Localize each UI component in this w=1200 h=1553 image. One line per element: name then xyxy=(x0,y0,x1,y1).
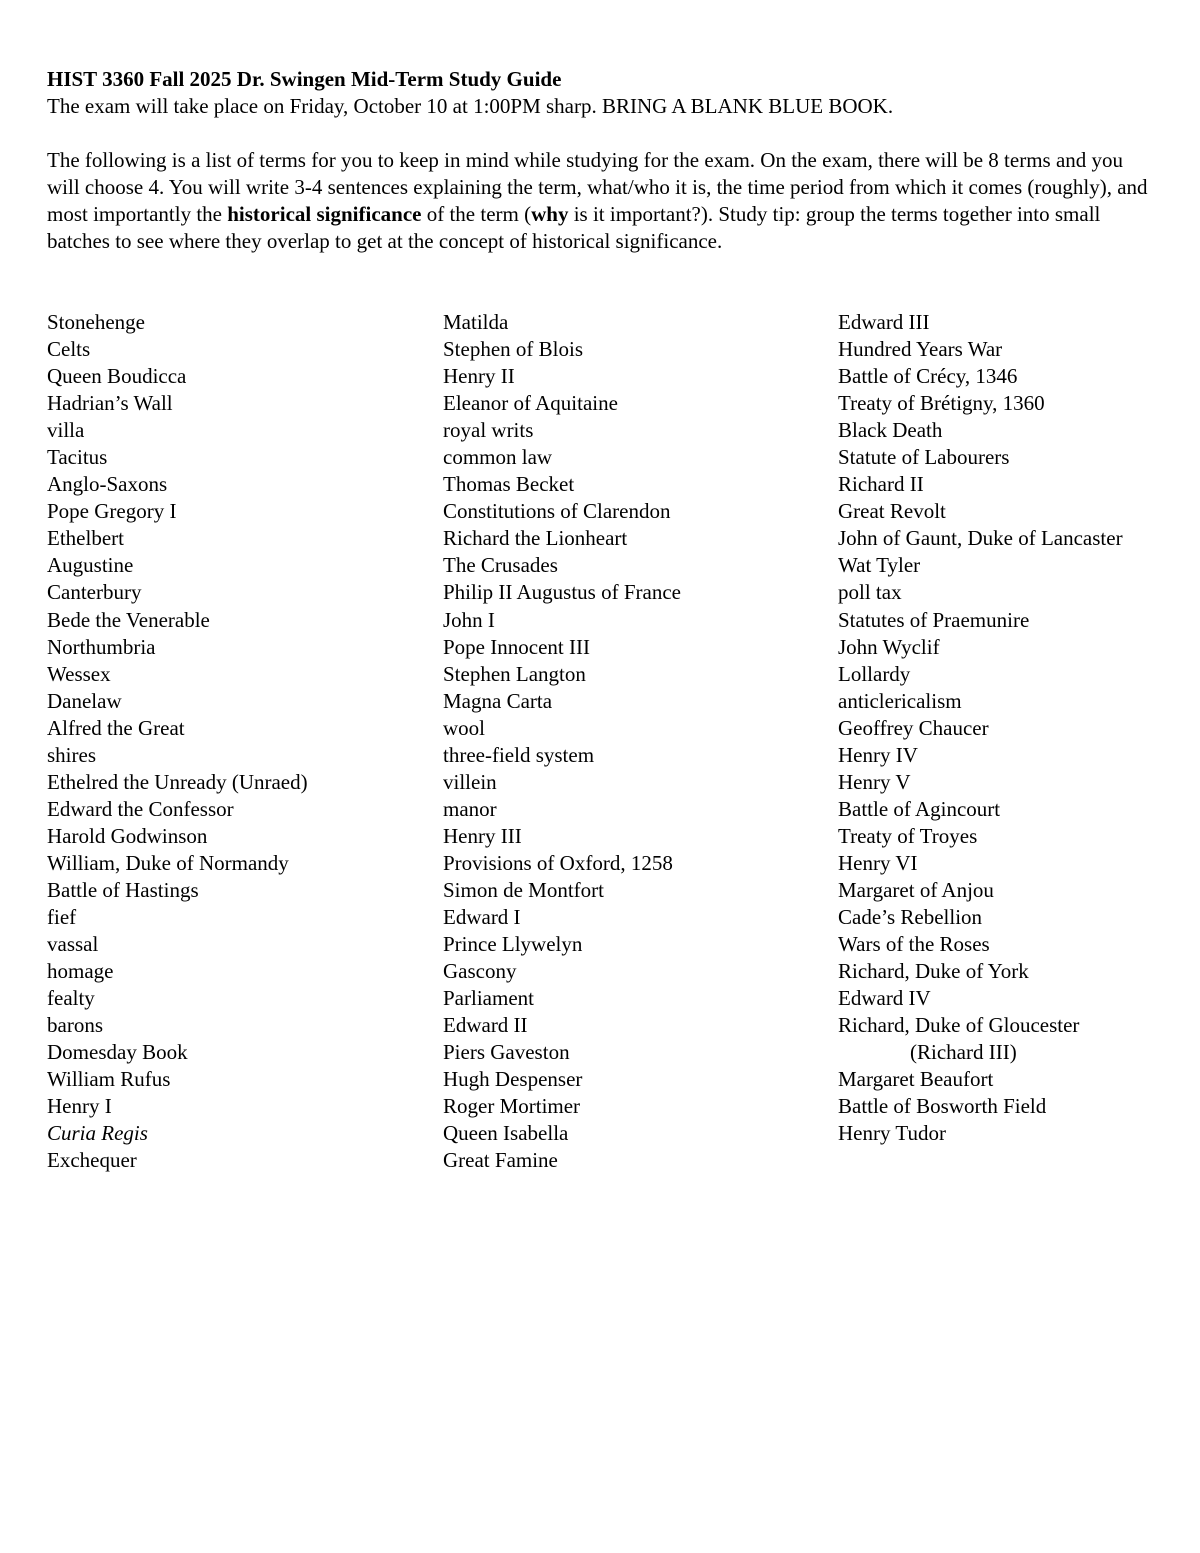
term-item: Henry IV xyxy=(838,742,918,767)
term-item: Pope Gregory I xyxy=(47,499,177,524)
term-item: villein xyxy=(443,769,497,794)
term-item: Exchequer xyxy=(47,1148,137,1173)
term-item: Canterbury xyxy=(47,580,142,605)
term-item: John of Gaunt, Duke of Lancaster xyxy=(838,526,1123,551)
term-item: Domesday Book xyxy=(47,1040,188,1065)
term-item: anticlericalism xyxy=(838,688,962,713)
term-item: Matilda xyxy=(443,310,509,334)
terms-column-2 xyxy=(443,309,681,1175)
term-item: Hundred Years War xyxy=(838,337,1003,362)
term-item: Edward I xyxy=(443,905,521,930)
term-item: Battle of Agincourt xyxy=(838,796,1001,821)
term-item: Great Famine xyxy=(443,1148,558,1173)
term-item: Hadrian’s Wall xyxy=(47,391,173,416)
term-item: Statute of Labourers xyxy=(838,445,1010,470)
term-item: Henry Tudor xyxy=(838,1121,946,1146)
term-item: John I xyxy=(443,607,495,632)
term-item: Henry II xyxy=(443,364,515,389)
term-item: Bede the Venerable xyxy=(47,607,210,632)
term-item: Queen Boudicca xyxy=(47,364,187,389)
page-title: HIST 3360 Fall 2025 Dr. Swingen Mid-Term Study Guide xyxy=(47,67,562,91)
term-item: Alfred the Great xyxy=(47,715,185,740)
term-item: Wessex xyxy=(47,661,111,686)
term-item: manor xyxy=(443,796,497,821)
term-item: Augustine xyxy=(47,553,134,578)
terms-column-1 xyxy=(47,309,308,1175)
term-item: villa xyxy=(47,418,85,443)
term-item: fealty xyxy=(47,986,95,1011)
term-item: Margaret of Anjou xyxy=(838,877,994,902)
term-item: common law xyxy=(443,445,553,470)
term-item: Geoffrey Chaucer xyxy=(838,715,989,740)
intro-text-2: of the term ( xyxy=(421,202,532,226)
term-item: Edward IV xyxy=(838,986,931,1011)
term-item: (Richard III) xyxy=(910,1040,1017,1065)
term-item: shires xyxy=(47,742,96,767)
term-item: Magna Carta xyxy=(443,688,553,713)
term-item: Edward III xyxy=(838,310,930,334)
term-item: Ethelred the Unready (Unraed) xyxy=(47,769,308,794)
term-item: Edward the Confessor xyxy=(47,796,234,821)
term-item: fief xyxy=(47,905,77,930)
term-item: Treaty of Troyes xyxy=(838,823,978,848)
term-item: Tacitus xyxy=(47,445,108,470)
term-item: Parliament xyxy=(443,986,534,1011)
term-item: Queen Isabella xyxy=(443,1121,569,1146)
term-item: Battle of Crécy, 1346 xyxy=(838,364,1018,389)
term-item: Henry V xyxy=(838,769,911,794)
term-item: Stonehenge xyxy=(47,310,145,334)
intro-bold-why: why xyxy=(531,202,569,226)
term-item: Stephen of Blois xyxy=(443,337,583,362)
term-item: Provisions of Oxford, 1258 xyxy=(443,850,673,875)
term-item: Roger Mortimer xyxy=(443,1094,581,1119)
term-item: William Rufus xyxy=(47,1067,171,1092)
term-item: Battle of Hastings xyxy=(47,877,199,902)
term-item: Anglo-Saxons xyxy=(47,472,168,497)
term-item: Richard, Duke of York xyxy=(838,959,1029,984)
intro-bold-historical-significance: historical significance xyxy=(227,202,422,226)
intro-paragraph xyxy=(47,147,1157,255)
term-item: Hugh Despenser xyxy=(443,1067,583,1092)
term-item: Wars of the Roses xyxy=(838,932,990,957)
term-item: Wat Tyler xyxy=(838,553,921,578)
term-item: Henry I xyxy=(47,1094,112,1119)
term-item: Black Death xyxy=(838,418,943,443)
term-item: Philip II Augustus of France xyxy=(443,580,681,605)
term-item: William, Duke of Normandy xyxy=(47,850,289,875)
term-item: Statutes of Praemunire xyxy=(838,607,1030,632)
term-item: Harold Godwinson xyxy=(47,823,208,848)
term-item: poll tax xyxy=(838,580,902,605)
term-item: Henry VI xyxy=(838,850,918,875)
term-item: Simon de Montfort xyxy=(443,877,604,902)
term-item: Richard the Lionheart xyxy=(443,526,628,551)
term-item: Pope Innocent III xyxy=(443,634,590,659)
term-item: barons xyxy=(47,1013,103,1038)
term-item: royal writs xyxy=(443,418,534,443)
term-item: Battle of Bosworth Field xyxy=(838,1094,1047,1119)
term-item: Gascony xyxy=(443,959,517,984)
term-item: vassal xyxy=(47,932,99,957)
document-page xyxy=(47,66,1167,1173)
terms-column-3 xyxy=(838,309,1123,1147)
term-item: Richard II xyxy=(838,472,924,497)
term-item: Ethelbert xyxy=(47,526,124,551)
term-item: Stephen Langton xyxy=(443,661,586,686)
term-item: Great Revolt xyxy=(838,499,946,524)
term-item: Constitutions of Clarendon xyxy=(443,499,671,524)
term-item: homage xyxy=(47,959,114,984)
term-item: Lollardy xyxy=(838,661,911,686)
term-item: wool xyxy=(443,715,485,740)
term-item: John Wyclif xyxy=(838,634,940,659)
term-item: Northumbria xyxy=(47,634,156,659)
term-item: The Crusades xyxy=(443,553,558,578)
intro-text-1: The following is a list of terms for you to keep in mind while studying for the exam. On the exam, there will be 8 terms and you will choose 4. You will write 3-4 sentences explaining the term, what/who it is, the time period from which it comes (roughly), and most importantly the xyxy=(47,148,1148,226)
term-item: Danelaw xyxy=(47,688,122,713)
term-item: Edward II xyxy=(443,1013,528,1038)
term-item: Margaret Beaufort xyxy=(838,1067,994,1092)
term-item: Celts xyxy=(47,337,91,362)
term-item: Cade’s Rebellion xyxy=(838,905,983,930)
intro-text-3: is it important?). Study tip: group the terms together into small batches to see where they overlap to get at the concept of historical significance. xyxy=(47,202,1101,253)
term-item: Prince Llywelyn xyxy=(443,932,583,957)
term-item: Piers Gaveston xyxy=(443,1040,570,1065)
term-item: Thomas Becket xyxy=(443,472,575,497)
term-item: Richard, Duke of Gloucester xyxy=(838,1013,1080,1038)
term-item: three-field system xyxy=(443,742,595,767)
term-item: Eleanor of Aquitaine xyxy=(443,391,618,416)
term-item: Henry III xyxy=(443,823,522,848)
exam-info: The exam will take place on Friday, October 10 at 1:00PM sharp. BRING A BLANK BLUE BOOK. xyxy=(47,94,894,118)
term-item: Treaty of Brétigny, 1360 xyxy=(838,391,1045,416)
term-item: Curia Regis xyxy=(47,1121,148,1146)
